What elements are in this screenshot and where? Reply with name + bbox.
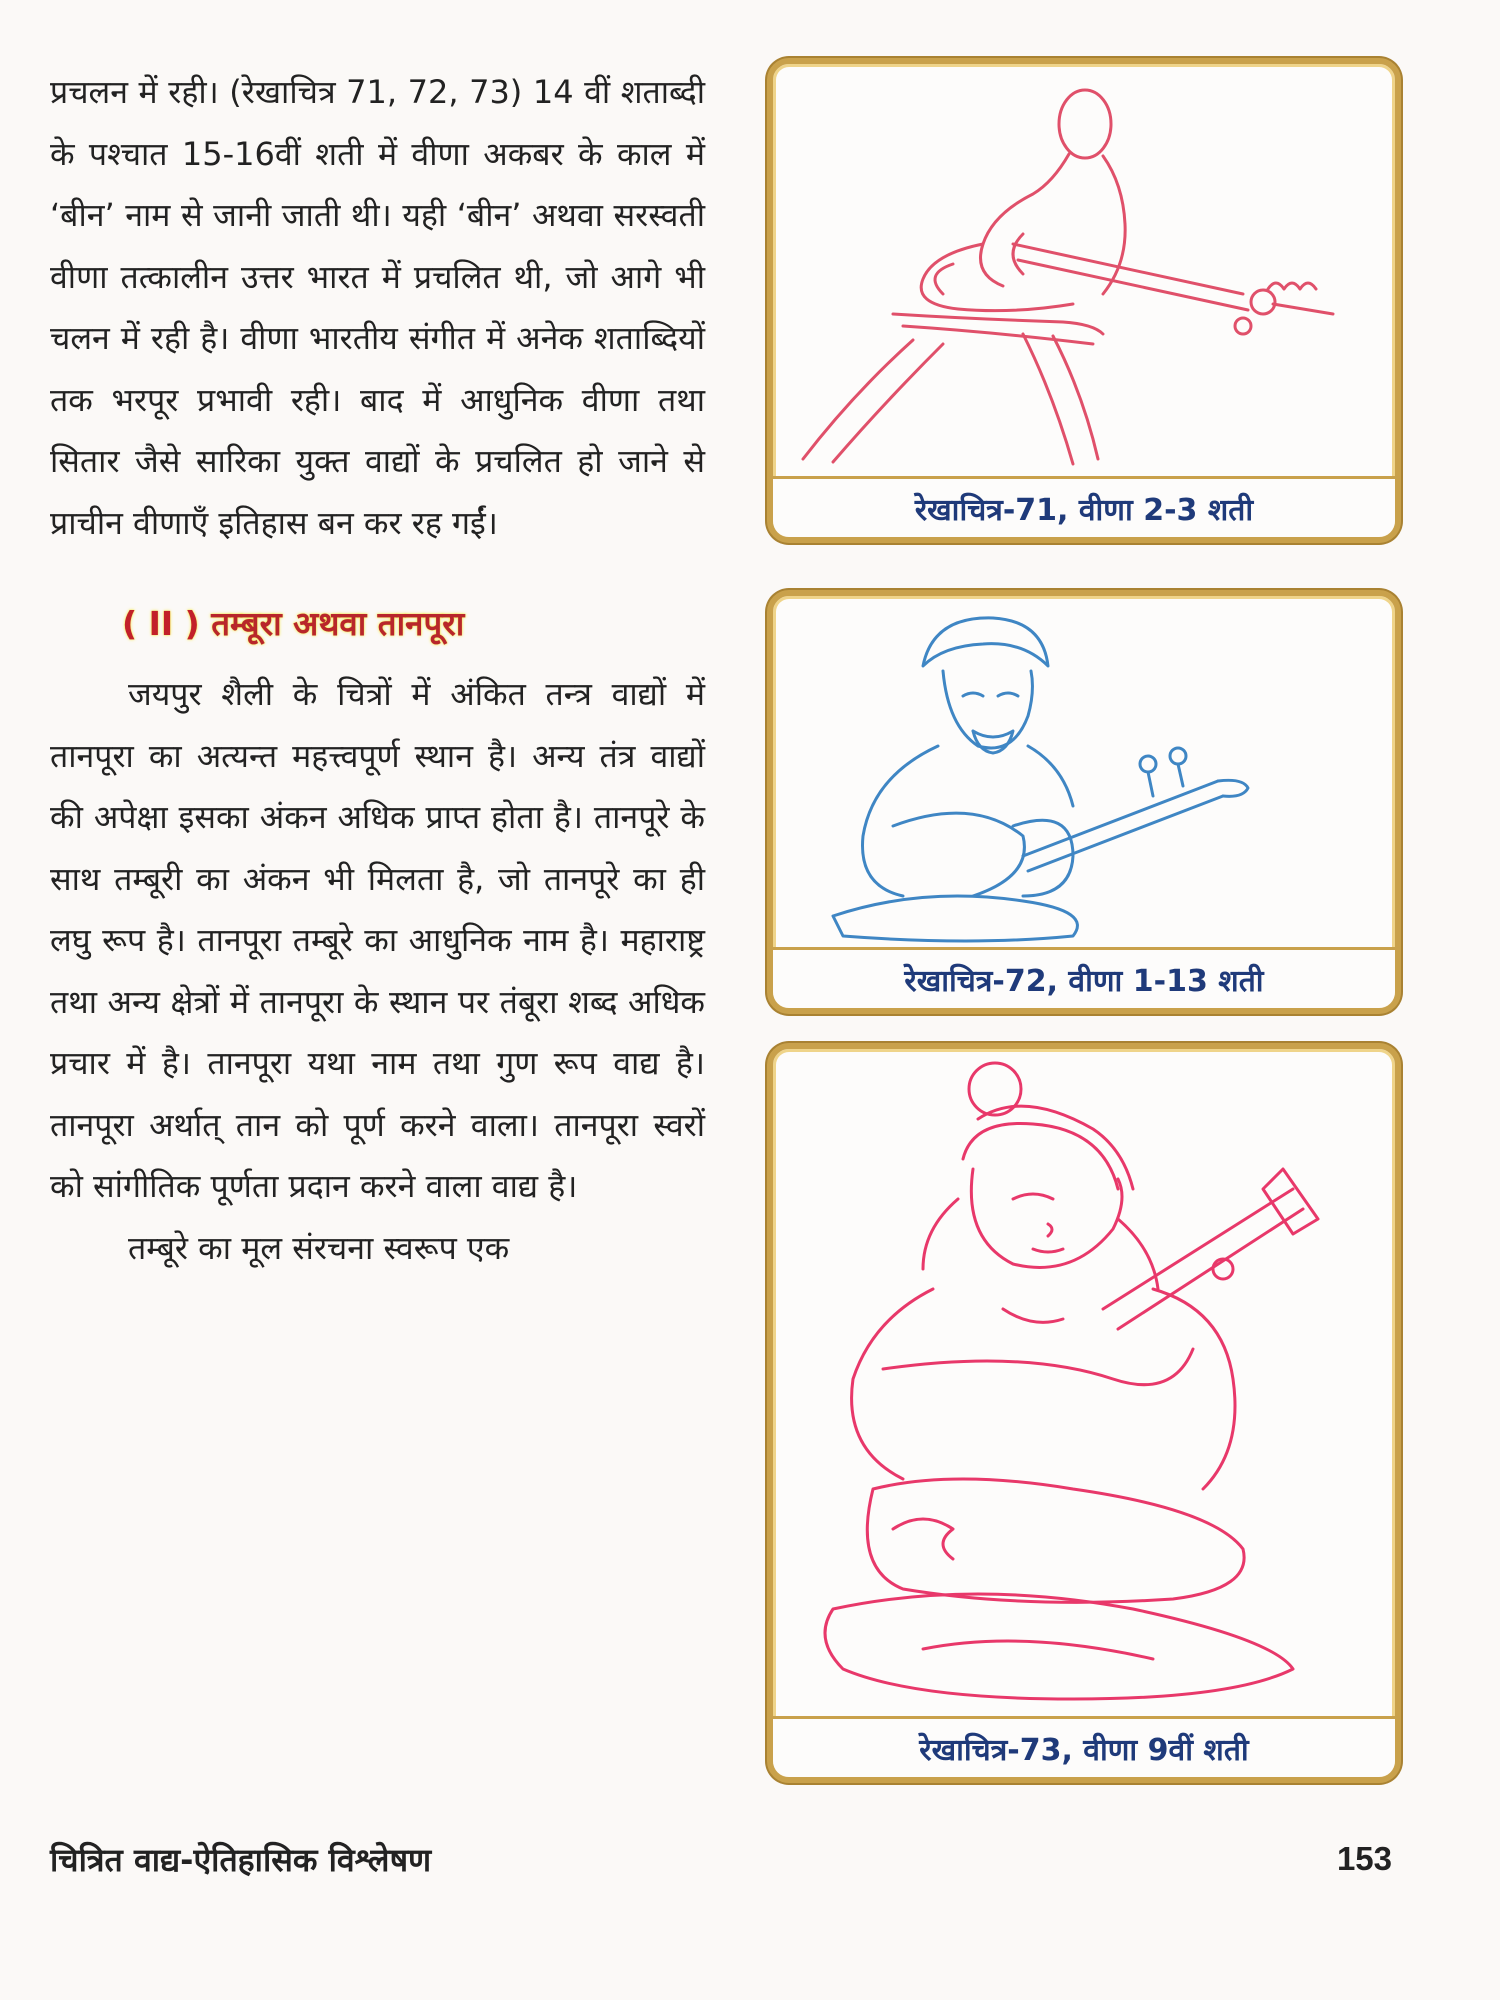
footer-book-title: चित्रित वाद्य-ऐतिहासिक विश्लेषण: [50, 1841, 432, 1879]
figure-73-caption: रेखाचित्र-73, वीणा 9वीं शती: [773, 1716, 1395, 1777]
figure-72-drawing: [773, 596, 1395, 951]
body-paragraph-2: जयपुर शैली के चित्रों में अंकित तन्त्र वाद्यों में तानपूरा का अत्यन्त महत्त्वपूर्ण स्थान है। अन्य तंत्र वाद्यों की अपेक्षा इसका अंकन अधिक प्राप्त होता है। तानपूरे के साथ तम्बूरी का अंकन भी मिलता है, जो तानपूरे का ही लघु रूप है। तानपूरा तम्बूरे का आधुनिक नाम है। महाराष्ट्र तथा अन्य क्षेत्रों में तानपूरा के स्थान पर तंबूरा शब्द अधिक प्रचार में है। तानपूरा यथा नाम तथा गुण रूप वाद्य है। तानपूरा अर्थात् तान को पूर्ण करने वाला। तानपूरा स्वरों को सांगीतिक पूर्णता प्रदान करने वाला वाद्य है।: [50, 675, 705, 1205]
figure-72-caption: रेखाचित्र-72, वीणा 1-13 शती: [773, 947, 1395, 1008]
section-heading-text: तम्बूरा अथवा तानपूरा: [211, 604, 465, 643]
figure-71: [767, 58, 1401, 543]
figure-71-caption: रेखाचित्र-71, वीणा 2-3 शती: [773, 476, 1395, 537]
figure-72: [767, 590, 1401, 1014]
section-heading: [122, 588, 705, 660]
body-paragraph-1: प्रचलन में रही। (रेखाचित्र 71, 72, 73) 14 वीं शताब्दी के पश्चात 15-16वीं शती में वीणा अकबर के काल में ‘बीन’ नाम से जानी जाती थी। यही ‘बीन’ अथवा सरस्वती वीणा तत्कालीन उत्तर भारत में प्रचलित थी, जो आगे भी चलन में रही है। वीणा भारतीय संगीत में अनेक शताब्दियों तक भरपूर प्रभावी रही। बाद में आधुनिक वीणा तथा सितार जैसे सारिका युक्त वाद्यों के प्रचलित हो जाने से प्राचीन वीणाएँ इतिहास बन कर रह गईं।: [50, 73, 705, 542]
figure-71-drawing: [773, 64, 1395, 482]
body-paragraph-3: तम्बूरे का मूल संरचना स्वरूप एक: [128, 1228, 510, 1267]
text-column: [50, 62, 705, 1279]
section-heading-number: ( II ): [122, 604, 200, 643]
figure-73: [767, 1043, 1401, 1783]
figure-73-drawing: [773, 1049, 1395, 1719]
page-number: 153: [1336, 1840, 1392, 1877]
